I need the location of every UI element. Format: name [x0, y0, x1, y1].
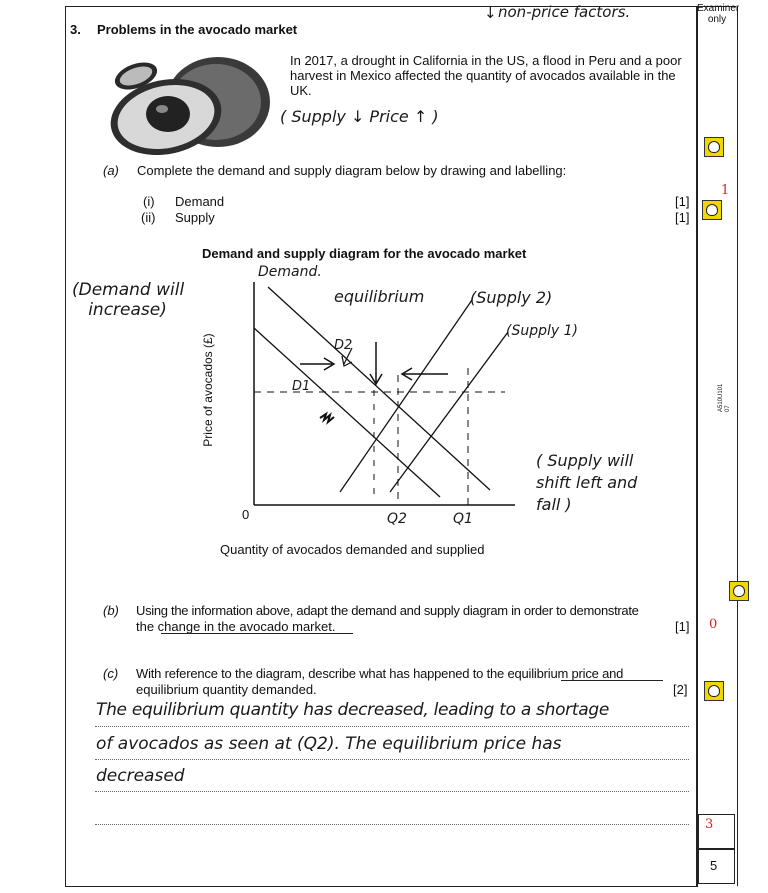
answer-line-2: of avocados as seen at (Q2). The equilibrium price has — [96, 734, 562, 754]
arrow-down — [370, 342, 382, 384]
answer-rule-2 — [95, 759, 689, 760]
supply-curve-1 — [390, 332, 508, 492]
answer-rule-1 — [95, 726, 689, 727]
diagram-right-note: ( Supply will shift left and fall ) — [536, 451, 638, 514]
handwritten-arrow: ↓ — [484, 4, 497, 22]
answer-rule-4 — [95, 824, 689, 825]
part-c-mark: [2] — [673, 682, 688, 697]
part-a-item-mark-1: [1] — [675, 194, 690, 209]
part-c-underline — [561, 680, 663, 681]
score-total: 3 — [705, 817, 714, 832]
avocado-illustration — [108, 52, 273, 157]
diagram-left-note: (Demand will increase) — [72, 280, 185, 320]
part-a-label: (a) — [103, 163, 119, 178]
diagram-hw-supply-1: (Supply 1) — [506, 323, 578, 339]
intro-text: In 2017, a drought in California in the US, a flood in Peru and a poor harvest in Mexico affected the quantity of avocados available in the UK. — [290, 53, 682, 98]
supply-curve-2 — [340, 300, 472, 492]
part-a-text: Complete the demand and supply diagram below by drawing and labelling: — [137, 163, 567, 178]
part-a-item-mark-2: [1] — [675, 210, 690, 225]
scribble-mark — [320, 414, 334, 422]
diagram-title: Demand and supply diagram for the avocado market — [202, 246, 527, 261]
part-b-underline — [161, 633, 353, 634]
question-number: 3. — [70, 22, 81, 37]
part-a-score: 1 — [721, 183, 730, 198]
part-a-item-num-1: (i) — [143, 194, 155, 209]
part-c-text-1: With reference to the diagram, describe what has happened to the equilibrium price and — [136, 666, 624, 681]
marker-q3-intro — [704, 137, 724, 157]
score-total-box — [698, 814, 735, 850]
handwritten-supply-price: ( Supply ↓ Price ↑ ) — [280, 107, 439, 126]
diagram-hw-d2: D2 — [334, 338, 353, 353]
marker-diagram — [729, 581, 749, 601]
diagram-origin: 0 — [242, 507, 250, 522]
part-a-item-label-1: Demand — [175, 194, 225, 209]
diagram-hw-demand: Demand. — [258, 264, 322, 280]
marker-part-a — [702, 200, 722, 220]
diagram-x-label: Quantity of avocados demanded and supplied — [220, 542, 485, 557]
part-b-text-2: the change in the avocado market. — [136, 619, 336, 634]
part-b-label: (b) — [103, 603, 119, 618]
part-b-score: 0 — [709, 617, 718, 632]
arrow-left — [402, 368, 448, 380]
part-c-text-2: equilibrium quantity demanded. — [136, 682, 317, 697]
arrow-d2 — [342, 348, 352, 366]
examiner-only-label: Examiner only — [697, 3, 740, 25]
demand-curve-d2 — [268, 287, 490, 490]
answer-rule-3 — [95, 791, 689, 792]
diagram-hw-equilibrium: equilibrium — [334, 287, 425, 306]
arrow-right — [300, 358, 334, 370]
answer-line-1: The equilibrium quantity has decreased, leading to a shortage — [96, 700, 609, 720]
diagram-hw-supply-2: (Supply 2) — [470, 288, 553, 307]
part-a-item-num-2: (ii) — [141, 210, 156, 225]
answer-line-3: decreased — [96, 766, 185, 786]
part-b-mark: [1] — [675, 619, 690, 634]
demand-supply-diagram — [240, 270, 530, 520]
marker-part-c — [704, 681, 724, 701]
part-c-label: (c) — [103, 666, 119, 681]
diagram-hw-q2: Q2 — [387, 511, 407, 527]
diagram-hw-d1: D1 — [292, 379, 311, 394]
demand-curve-d1 — [254, 328, 440, 497]
side-paper-code: A510U101 07 — [718, 383, 731, 412]
part-b-text-1: Using the information above, adapt the demand and supply diagram in order to demonstrate — [136, 603, 639, 618]
handwritten-non-price: non-price factors. — [498, 3, 631, 21]
part-a-item-label-2: Supply — [175, 210, 215, 225]
score-max: 5 — [710, 858, 718, 873]
question-title: Problems in the avocado market — [97, 22, 298, 37]
diagram-hw-q1: Q1 — [453, 511, 473, 527]
diagram-y-label: Price of avocados (£) — [201, 333, 215, 447]
